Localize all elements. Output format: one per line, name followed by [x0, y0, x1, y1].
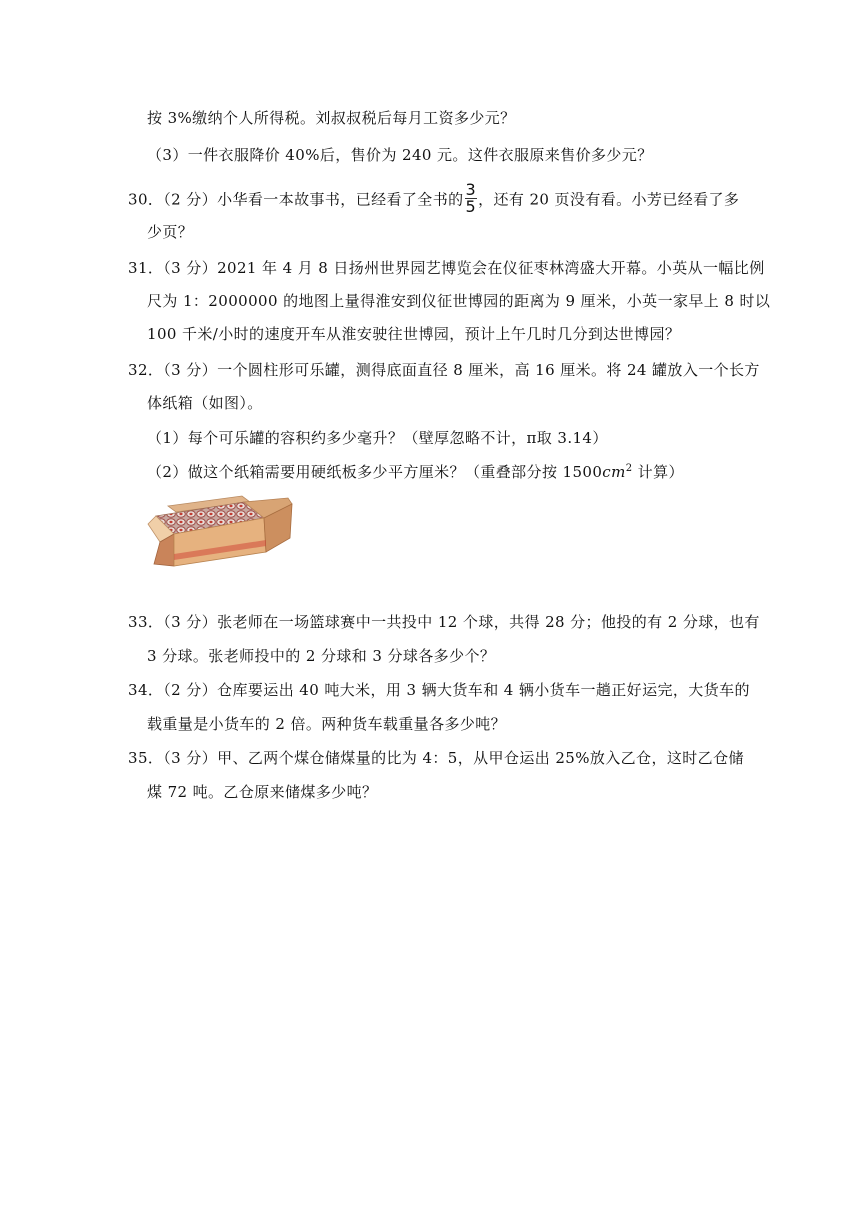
- q32-part2: [147, 462, 684, 482]
- q34-text-a: 34．（2 分）仓库要运出 40 吨大米，用 3 辆大货车和 4 辆小货车一趟正好运完，大货车的: [128, 681, 750, 699]
- q32-part2-text-a: （2）做这个纸箱需要用硬纸板多少平方厘米？（重叠部分按 1500: [147, 463, 603, 481]
- cola-box-image: [146, 494, 296, 572]
- q34-text-b: 载重量是小货车的 2 倍。两种货车载重量各多少吨？: [147, 715, 507, 733]
- q29-text-line: 按 3%缴纳个人所得税。刘叔叔税后每月工资多少元？: [147, 109, 516, 127]
- q31-text-b: 尺为 1：2000000 的地图上量得淮安到仪征世博园的距离为 9 厘米，小英一家早上 8 时以: [147, 292, 771, 310]
- q30-text-b: ，还有 20 页没有看。小芳已经看了多: [478, 190, 740, 209]
- q33-text-b: 3 分球。张老师投中的 2 分球和 3 分球各多少个？: [147, 647, 496, 665]
- q31-text-c: 100 千米/小时的速度开车从淮安驶往世博园，预计上午几时几分到达世博园？: [147, 325, 681, 343]
- q30-text-a: 30．（2 分）小华看一本故事书，已经看了全书的: [128, 190, 464, 209]
- q32-text-a: 32．（3 分）一个圆柱形可乐罐，测得底面直径 8 厘米，高 16 厘米。将 24 罐放入一个长方: [128, 361, 760, 379]
- q35-text-b: 煤 72 吨。乙仓原来储煤多少吨？: [147, 783, 378, 801]
- q29-part3: （3）一件衣服降价 40%后，售价为 240 元。这件衣服原来售价多少元？: [147, 146, 653, 164]
- unit-cm: cm: [602, 463, 626, 481]
- fraction-numerator: 3: [465, 180, 477, 199]
- unit-squared: 2: [625, 463, 633, 474]
- q32-part1: （1）每个可乐罐的容积约多少毫升？（壁厚忽略不计，π取 3.14）: [147, 429, 608, 447]
- fraction-three-fifths: [465, 182, 478, 215]
- q32-part2-text-b: 计算）: [632, 463, 684, 481]
- q31-text-a: 31．（3 分）2021 年 4 月 8 日扬州世界园艺博览会在仪征枣林湾盛大开幕。小英从一幅比例: [128, 259, 765, 277]
- q32-text-b: 体纸箱（如图）。: [147, 394, 263, 412]
- fraction-denominator: 5: [465, 197, 477, 216]
- q33-text-a: 33．（3 分）张老师在一场篮球赛中一共投中 12 个球，共得 28 分；他投的有 2 分球，也有: [128, 613, 760, 631]
- q35-text-a: 35．（3 分）甲、乙两个煤仓储煤量的比为 4：5，从甲仓运出 25%放入乙仓，这时乙仓储: [128, 749, 744, 767]
- q30-text-c: 少页？: [147, 223, 194, 241]
- q30: [128, 180, 740, 217]
